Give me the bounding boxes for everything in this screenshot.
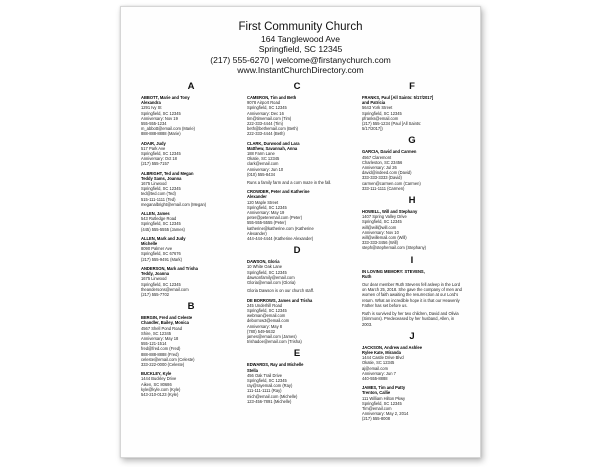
entry-detail: 222-333-4444 (Beth) bbox=[247, 131, 285, 137]
entry-detail: pfranks@email.com bbox=[362, 115, 399, 121]
section-letter: F bbox=[409, 81, 415, 92]
entry-detail: Anniversary: Jun 10 bbox=[247, 166, 284, 172]
entry-detail: Anniversary: Nov 10 bbox=[362, 229, 399, 235]
entry-detail: Springfield, SC 12345 bbox=[362, 219, 402, 225]
entry-name: Stella bbox=[247, 367, 258, 373]
entry-detail: katherine@katherine.com (Katherine bbox=[247, 225, 314, 231]
entry-name: EDWARDS, Ray and Michelle bbox=[247, 362, 304, 368]
entry-name: DAWSON, Gloria bbox=[247, 259, 280, 265]
entry-name: JACKSON, Andrew and Ashlee bbox=[362, 344, 422, 350]
directory-entry bbox=[141, 266, 241, 297]
entry-detail: Springfield, SC 12345 bbox=[362, 110, 402, 116]
entry-detail: webman@email.com bbox=[247, 313, 286, 319]
entry-detail: m_abbott@email.com (Marie) bbox=[141, 126, 195, 132]
directory-entry bbox=[362, 385, 462, 421]
directory-entry bbox=[247, 95, 347, 137]
entry-detail: 543-210-0123 (Kyle) bbox=[141, 391, 179, 397]
entry-detail: ted@ted.com (Ted) bbox=[141, 191, 176, 197]
directory-entry bbox=[362, 269, 462, 327]
entry-detail: 888-888-8888 (Marie) bbox=[141, 131, 181, 137]
entry-detail: peter@peteremail.com (Peter) bbox=[247, 215, 303, 221]
entry-detail: Springfield, SC 12345 bbox=[141, 281, 181, 287]
entry-detail: 5643 York Street bbox=[362, 105, 393, 111]
section-letter: E bbox=[293, 348, 301, 360]
entry-detail: 1444 Castle Drive Blvd bbox=[362, 355, 404, 361]
directory-entry bbox=[362, 345, 462, 381]
directory-entry bbox=[141, 371, 241, 397]
entry-name: Teddy, Joanna bbox=[141, 271, 170, 277]
entry-name: Chandler, Bailey, Monica bbox=[141, 320, 189, 326]
entry-detail: 440-555-8888 bbox=[362, 375, 388, 381]
entry-detail: Springfield, SC 12345 bbox=[141, 151, 181, 157]
entry-detail: celeste@email.com (Celeste) bbox=[141, 356, 195, 362]
entry-detail: 4567 Claremont bbox=[362, 154, 392, 160]
church-contact: (217) 555-6270 | welcome@firstanychurch.com bbox=[210, 54, 391, 65]
entry-name: JAMES, Tim and Patty bbox=[362, 385, 406, 391]
entry-detail: 10 White Oak Lane bbox=[247, 264, 283, 270]
directory-entry bbox=[362, 149, 462, 191]
entry-detail: 456 Oak Trail Drive bbox=[247, 372, 283, 378]
entry-detail: Anniversary: Oct 18 bbox=[141, 156, 177, 162]
entry-detail: tim@timemail.com (Tim) bbox=[247, 115, 292, 121]
entry-detail: (217) 555-8008 bbox=[362, 416, 390, 422]
entry-detail: 333-111-1111 (Carmen) bbox=[362, 185, 405, 191]
church-name: First Community Church bbox=[238, 21, 363, 33]
entry-detail: Anniversary: May 8 bbox=[247, 323, 283, 329]
entry-detail: 1444 Buckley Drive bbox=[141, 376, 177, 382]
entry-detail: 123-456-7891 (Michelle) bbox=[247, 398, 292, 404]
entry-name: IN LOVING MEMORY: STEVENS, bbox=[362, 268, 425, 274]
entry-detail: (780) 549-5632 bbox=[247, 328, 275, 334]
entry-detail: 517 Park Ave bbox=[141, 145, 166, 151]
entry-name: BUCKLEY, Kyle bbox=[141, 371, 172, 377]
church-city: Springfield, SC 12345 bbox=[258, 44, 343, 55]
entry-note: Our dear member Ruth Stevens fell asleep in the Lord on March 25, 2018. She gave the company of men and women of faith awaiting the resurrection at our Lord's return. What an incredible hope it is that our Heavenly Father has set before us. bbox=[362, 282, 462, 308]
directory-entry bbox=[141, 315, 241, 367]
directory-entry bbox=[141, 141, 241, 167]
section-letter: H bbox=[408, 195, 416, 207]
entry-detail: james@email.com (James) bbox=[247, 333, 297, 339]
entry-detail: 4567 Shell Pond Road bbox=[141, 325, 182, 331]
directory-entry bbox=[362, 209, 462, 251]
entry-detail: (217) 555-9491 (Mark) bbox=[141, 256, 182, 262]
entry-detail: 188 Farm Lane bbox=[247, 151, 275, 157]
entry-detail: Anniversary: May 19 bbox=[247, 210, 285, 216]
section-letter: G bbox=[408, 135, 416, 147]
entry-detail: (010) 555-8434 bbox=[247, 171, 275, 177]
entry-detail: Springfield, SC 12345 bbox=[247, 204, 287, 210]
entry-note: Gloria Dawson is on our church staff. bbox=[247, 288, 315, 294]
entry-detail: 1675 Linwood bbox=[141, 276, 167, 282]
entry-detail: 555-121-1514 bbox=[141, 341, 167, 347]
directory-entry bbox=[247, 189, 347, 241]
entry-detail: kyle@kyle.com (Kyle) bbox=[141, 386, 181, 392]
entry-detail: Springfield, SC 12345 bbox=[141, 186, 181, 192]
entry-detail: Aiken, SC 80686 bbox=[141, 381, 172, 387]
entry-name: ALLEN, James bbox=[141, 211, 170, 217]
entry-name: ADAIR, Judy bbox=[141, 140, 166, 146]
entry-detail: Anniversary: May 18 bbox=[141, 335, 179, 341]
entry-name: GARCIA, David and Carmen bbox=[362, 149, 417, 155]
directory-entry bbox=[247, 362, 347, 404]
entry-detail: 9078 Airport Road bbox=[247, 100, 280, 106]
entry-detail: 8090 Palmer Ave bbox=[141, 246, 173, 252]
directory-page bbox=[120, 6, 481, 458]
entry-detail: Springfield, SC 12345 bbox=[141, 110, 181, 116]
entry-detail: Shire, SC 12345 bbox=[141, 330, 172, 336]
entry-detail: Okatie, SC 12345 bbox=[362, 360, 395, 366]
entry-name: and Patricia bbox=[362, 100, 386, 106]
entry-detail: dawsonfamily@email.com bbox=[247, 274, 295, 280]
entry-detail: deborrow3@email.com bbox=[247, 318, 290, 324]
entry-detail: 333-333-3333 (David) bbox=[362, 175, 402, 181]
section-letter: B bbox=[187, 301, 195, 313]
entry-detail: mich@email.com (Michelle) bbox=[247, 393, 298, 399]
section-letter: I bbox=[410, 254, 414, 266]
entry-name: ALBRIGHT, Ted and Megan bbox=[141, 170, 194, 176]
entry-name: FRANKS, Paul [All Saints: 5/17/2017] bbox=[362, 95, 434, 100]
entry-name: ABBOTT, Marie and Tony bbox=[141, 95, 190, 100]
entry-detail: 444-444-4444 (Katherine Alexander) bbox=[247, 236, 314, 242]
entry-detail: fred@fred.com (Fred) bbox=[141, 346, 181, 352]
church-header bbox=[121, 21, 480, 76]
directory-entry bbox=[362, 95, 462, 131]
entry-detail: 555-555-1234 bbox=[141, 121, 167, 127]
entry-detail: will@willemail.com (Will) bbox=[362, 235, 407, 241]
entry-name: Rylee Kate, Miranda bbox=[362, 349, 401, 355]
entry-detail: (217) 555-1234 (Paul [All Saints: bbox=[362, 121, 422, 127]
entry-detail: 555-555-5555 (Peter) bbox=[247, 220, 287, 226]
entry-name: ANDERSON, Mark and Trisha bbox=[141, 265, 198, 271]
entry-detail: Springfield, SC 67676 bbox=[141, 251, 181, 257]
entry-detail: Anniversary: Dec 16 bbox=[247, 110, 284, 116]
entry-detail: Gloria@email.com (Gloria) bbox=[247, 280, 296, 286]
directory-column-2 bbox=[247, 79, 347, 408]
section-letter: J bbox=[409, 330, 415, 342]
entry-detail: will@will@will.com bbox=[362, 224, 397, 230]
directory-entry bbox=[141, 211, 241, 232]
entry-detail: Springfield, SC 12345 bbox=[247, 307, 287, 313]
entry-detail: aj@email.com bbox=[362, 365, 388, 371]
entry-detail: (217) 555-7702 bbox=[141, 291, 169, 297]
entry-detail: Springfield, SC 12345 bbox=[247, 269, 287, 275]
directory-entry bbox=[141, 95, 241, 137]
entry-detail: 333-333-3456 (Will) bbox=[362, 240, 398, 246]
entry-name: CROWDER, Peter and Katherine bbox=[247, 189, 310, 195]
section-letter: A bbox=[187, 81, 195, 92]
entry-detail: 888-888-8888 (Fred) bbox=[141, 351, 179, 357]
entry-detail: Springfield, SC 12345 bbox=[141, 221, 181, 227]
entry-detail: meganalbright@email.com (Megan) bbox=[141, 201, 207, 207]
entry-detail: Anniversary: Nov 19 bbox=[141, 115, 178, 121]
directory-column-3 bbox=[362, 79, 462, 426]
entry-name: BERGIN, Fred and Celeste bbox=[141, 315, 193, 321]
directory-entry bbox=[141, 236, 241, 262]
entry-detail: 5/17/2017]) bbox=[362, 126, 383, 132]
entry-detail: (445) 555-5555 (James) bbox=[141, 226, 185, 232]
entry-detail: clark@email.com bbox=[247, 161, 279, 167]
entry-note: Runs a family farm and a corn maze in the fall. bbox=[247, 180, 332, 186]
entry-detail: 222-333-4444 (Tim) bbox=[247, 121, 284, 127]
entry-name: HOWELL, Will and Stephany bbox=[362, 209, 418, 215]
entry-detail: carmen@carmen.com (Carmen) bbox=[362, 180, 421, 186]
entry-detail: 120 Maple Street bbox=[247, 199, 279, 205]
entry-detail: Anniversary: May 2, 2014 bbox=[362, 411, 409, 417]
directory-entry bbox=[247, 141, 347, 186]
entry-detail: steph@stephemail.com (Stephany) bbox=[362, 245, 427, 251]
entry-detail: 1291 Ivy St bbox=[141, 105, 162, 111]
entry-detail: 245 Underhill Road bbox=[247, 302, 283, 308]
entry-detail: 543 Rutledge Road bbox=[141, 216, 177, 222]
entry-detail: Alexander) bbox=[247, 230, 267, 236]
entry-detail: Tim@email.com bbox=[362, 405, 392, 411]
entry-detail: 111-111-1111 (Ray) bbox=[247, 388, 282, 394]
entry-detail: beth@bethemail.com (Beth) bbox=[247, 126, 299, 132]
entry-name: Ruth bbox=[362, 273, 372, 279]
entry-detail: Springfield, SC 12345 bbox=[247, 377, 287, 383]
entry-detail: Charleston, SC 23456 bbox=[362, 159, 403, 165]
entry-name: Michelle bbox=[141, 241, 158, 247]
entry-name: Trenton, Callie bbox=[362, 390, 391, 396]
entry-detail: 111 William Hilton Pkwy bbox=[362, 395, 406, 401]
entry-detail: (217) 555-7157 bbox=[141, 161, 169, 167]
entry-name: Teddy Sams, Joanna bbox=[141, 175, 182, 181]
entry-name: Alexander bbox=[247, 194, 267, 200]
entry-detail: Anniversary: Jun 7 bbox=[362, 370, 396, 376]
church-address: 164 Tanglewood Ave bbox=[260, 34, 340, 44]
church-website: www.InstantChurchDirectory.com bbox=[237, 65, 364, 76]
entry-detail: 515-111-1111 (Ted) bbox=[141, 196, 176, 202]
entry-detail: Okatie, SC 12345 bbox=[247, 156, 280, 162]
entry-detail: theandersons@email.com bbox=[141, 286, 189, 292]
entry-name: Matthew, Savannah, Anna bbox=[247, 145, 298, 151]
entry-name: CLARK, Durwood and Lara bbox=[247, 140, 300, 146]
directory-entry bbox=[247, 259, 347, 293]
entry-note: Ruth is survived by her two children, David and Olivia (Simmons). Predeceased by her husband, Allen, in 2003. bbox=[362, 311, 459, 327]
entry-detail: Springfield, SC 12345 bbox=[247, 105, 287, 111]
entry-detail: 333-222-0000 (Celeste) bbox=[141, 361, 185, 367]
directory-column-1 bbox=[141, 79, 241, 401]
entry-name: Alexandra bbox=[141, 100, 161, 106]
entry-name: CAMERON, Tim and Beth bbox=[247, 95, 297, 100]
entry-detail: 1407 Spring Valley Drive bbox=[362, 214, 407, 220]
section-letter: C bbox=[293, 81, 301, 92]
entry-name: DE BORROWS, James and Trisha bbox=[247, 297, 313, 303]
directory-entry bbox=[247, 298, 347, 345]
entry-detail: david@indeed.com (David) bbox=[362, 170, 412, 176]
entry-detail: 1675 Linwood bbox=[141, 181, 167, 187]
directory-entry bbox=[141, 171, 241, 207]
entry-detail: Springfield, SC 12345 bbox=[362, 400, 402, 406]
entry-detail: ray@rayemail.com (Ray) bbox=[247, 383, 293, 389]
entry-detail: Anniversary: Jul 26 bbox=[362, 165, 397, 171]
entry-detail: trishadoe@email.com (Trisha) bbox=[247, 339, 302, 345]
entry-name: ALLEN, Mark and Judy bbox=[141, 235, 186, 241]
section-letter: D bbox=[293, 245, 301, 257]
